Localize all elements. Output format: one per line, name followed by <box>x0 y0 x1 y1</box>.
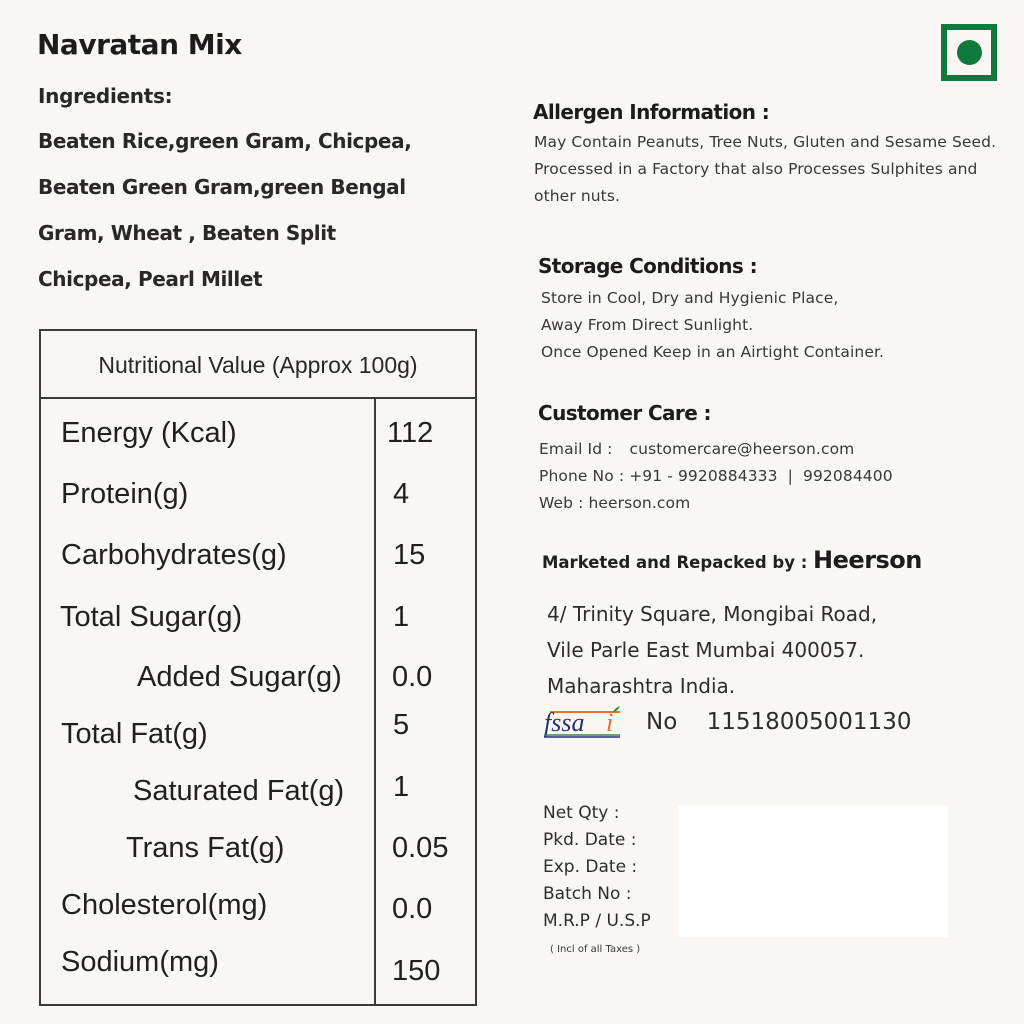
nutrient-value-total-fat: 5 <box>393 709 410 741</box>
veg-symbol-icon <box>941 24 997 81</box>
ingredients-list <box>38 126 411 310</box>
ingredients-heading: Ingredients: <box>38 84 173 108</box>
ingredients-line: Gram, Wheat , Beaten Split <box>38 221 336 245</box>
email-label: Email Id : <box>539 440 613 458</box>
nutrient-value-sodium: 150 <box>392 955 441 987</box>
nutrient-label-protein: Protein(g) <box>61 478 189 510</box>
address-line: Vile Parle East Mumbai 400057. <box>547 638 865 662</box>
address-line: 4/ Trinity Square, Mongibai Road, <box>547 602 878 626</box>
tax-note: ( Incl of all Taxes ) <box>550 944 641 955</box>
phone-label: Phone No : <box>539 467 625 485</box>
marketer-label: Marketed and Repacked by : <box>542 553 808 572</box>
allergen-text <box>534 129 996 210</box>
customer-care-heading: Customer Care : <box>538 401 711 425</box>
nutrient-value-saturated-fat: 1 <box>393 771 410 803</box>
pack-info-blank-box <box>678 806 948 937</box>
nutrient-label-total-fat: Total Fat(g) <box>61 718 208 750</box>
nutrient-value-added-sugar: 0.0 <box>392 661 433 693</box>
phone-number: +91 - 9920884333 | 992084400 <box>629 467 893 485</box>
web-row <box>539 490 893 517</box>
nutrient-label-sodium: Sodium(mg) <box>61 946 219 978</box>
exp-date-label: Exp. Date : <box>543 857 638 877</box>
marketer-line <box>542 546 922 574</box>
nutrient-label-added-sugar: Added Sugar(g) <box>137 661 342 693</box>
veg-dot <box>957 40 982 65</box>
ingredients-line: Beaten Green Gram,green Bengal <box>38 175 406 199</box>
batch-no-label: Batch No : <box>543 884 632 904</box>
nutrient-value-energy: 112 <box>387 417 434 449</box>
storage-heading: Storage Conditions : <box>538 254 757 278</box>
pkd-date-label: Pkd. Date : <box>543 830 637 850</box>
nutrient-label-trans-fat: Trans Fat(g) <box>126 832 285 864</box>
phone-row <box>539 463 893 490</box>
nutrient-value-carbohydrates: 15 <box>393 539 426 571</box>
svg-text:fssa: fssa <box>544 708 585 737</box>
allergen-line: other nuts. <box>534 187 621 205</box>
allergen-line: Processed in a Factory that also Processes Sulphites and <box>534 160 978 178</box>
storage-line: Once Opened Keep in an Airtight Container. <box>541 343 885 361</box>
license-no-label: No <box>646 709 678 735</box>
nutrition-heading: Nutritional Value (Approx 100g) <box>41 331 475 399</box>
column-divider <box>374 399 376 1004</box>
nutrient-value-trans-fat: 0.05 <box>392 832 449 864</box>
nutrient-value-protein: 4 <box>393 478 410 510</box>
fssai-license <box>646 709 911 735</box>
email-link[interactable]: customercare@heerson.com <box>629 440 855 458</box>
address-line: Maharashtra India. <box>547 674 736 698</box>
nutrient-label-energy: Energy (Kcal) <box>61 417 237 449</box>
nutrition-table <box>39 329 477 1006</box>
storage-line: Away From Direct Sunlight. <box>541 316 754 334</box>
net-qty-label: Net Qty : <box>543 803 620 823</box>
license-number: 11518005001130 <box>706 709 912 735</box>
allergen-heading: Allergen Information : <box>533 100 770 124</box>
web-label: Web : <box>539 494 584 512</box>
nutrient-value-total-sugar: 1 <box>393 601 410 633</box>
storage-line: Store in Cool, Dry and Hygienic Place, <box>541 289 839 307</box>
nutrient-label-saturated-fat: Saturated Fat(g) <box>133 775 345 807</box>
allergen-line: May Contain Peanuts, Tree Nuts, Gluten and Sesame Seed. <box>534 133 997 151</box>
ingredients-line: Chicpea, Pearl Millet <box>38 267 263 291</box>
pack-info-labels <box>543 800 651 935</box>
marketer-address <box>547 596 877 704</box>
fssai-logo-icon <box>542 703 622 739</box>
email-row <box>539 436 893 463</box>
nutrient-label-carbohydrates: Carbohydrates(g) <box>61 539 287 571</box>
svg-text:i: i <box>606 708 614 737</box>
mrp-label: M.R.P / U.S.P <box>543 911 651 931</box>
storage-text <box>541 285 884 366</box>
product-title: Navratan Mix <box>37 28 242 61</box>
ingredients-line: Beaten Rice,green Gram, Chicpea, <box>38 129 412 153</box>
nutrient-label-cholesterol: Cholesterol(mg) <box>61 889 268 921</box>
web-link[interactable]: heerson.com <box>588 494 691 512</box>
customer-care-details <box>539 436 893 517</box>
nutrient-value-cholesterol: 0.0 <box>392 893 433 925</box>
nutrient-label-total-sugar: Total Sugar(g) <box>60 601 243 633</box>
brand-name: Heerson <box>813 546 922 574</box>
